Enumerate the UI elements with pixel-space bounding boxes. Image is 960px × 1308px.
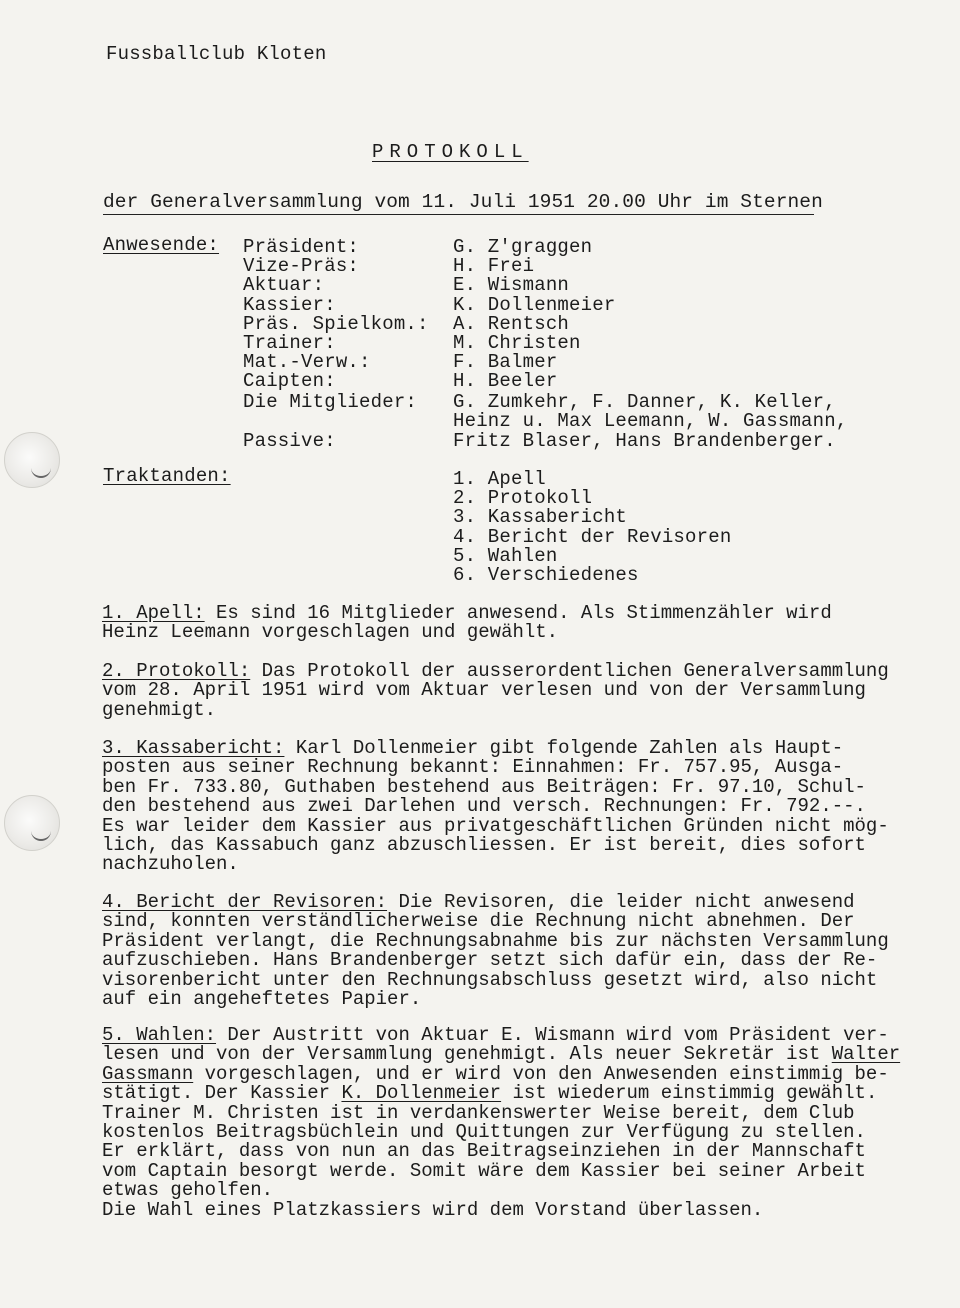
attendee-name: E. Wismann bbox=[453, 274, 570, 296]
body-text: ben Fr. 733.80, Guthaben bestehend aus Beiträgen: Fr. 97.10, Schul- bbox=[102, 775, 866, 798]
section-heading: 5. Wahlen: bbox=[102, 1024, 217, 1046]
body-text: visorenbericht unter den Rechnungsabschluss gesetzt wird, also nicht bbox=[102, 968, 878, 991]
body-text: Die Wahl eines Platzkassiers wird dem Vorstand überlassen. bbox=[102, 1198, 764, 1221]
section-revisoren bbox=[102, 893, 889, 1009]
body-text: Der Austritt von Aktuar E. Wismann wird vom Präsident ver- bbox=[216, 1024, 889, 1046]
attendee-name: A. Rentsch bbox=[453, 313, 570, 335]
attendee-name: Heinz u. Max Leemann, W. Gassmann, bbox=[453, 410, 848, 432]
agenda-item: 3. Kassabericht bbox=[453, 506, 628, 528]
body-text: ist wiederum einstimmig gewählt. bbox=[501, 1082, 878, 1105]
body-text: vom 28. April 1951 wird vom Aktuar verlesen und von der Versammlung bbox=[102, 679, 866, 702]
section-protokoll bbox=[102, 662, 889, 720]
document-title: PROTOKOLL bbox=[372, 141, 529, 163]
underlined-name: Gassmann bbox=[102, 1062, 194, 1085]
section-kassabericht bbox=[102, 739, 889, 875]
body-text: etwas geholfen. bbox=[102, 1179, 274, 1202]
role-label: Präs. Spielkom.: bbox=[243, 313, 429, 335]
body-text: vorgeschlagen, und er wird von den Anwesenden einstimmig be- bbox=[193, 1062, 889, 1085]
body-text: auf ein angeheftetes Papier. bbox=[102, 987, 422, 1010]
body-text: stätigt. Der Kassier bbox=[102, 1082, 342, 1105]
section-heading: 2. Protokoll: bbox=[102, 660, 251, 682]
body-text: lesen und von der Versammlung genehmigt. Als neuer Sekretär ist bbox=[102, 1043, 832, 1066]
role-label: Mat.-Verw.: bbox=[243, 351, 371, 373]
section-heading: 1. Apell: bbox=[102, 602, 205, 624]
body-text: Karl Dollenmeier gibt folgende Zahlen als Haupt- bbox=[284, 737, 844, 759]
body-text: den bestehend aus zwei Darlehen und versch. Rechnungen: Fr. 792.--. bbox=[102, 795, 866, 818]
section-apell bbox=[102, 604, 832, 643]
section-wahlen bbox=[102, 1026, 900, 1220]
attendee-name: F. Balmer bbox=[453, 351, 558, 373]
agenda-item: 4. Bericht der Revisoren bbox=[453, 526, 732, 548]
attendee-name: G. Z'graggen bbox=[453, 236, 593, 258]
punch-hole bbox=[4, 795, 60, 851]
role-label: Die Mitglieder: bbox=[243, 391, 418, 413]
agenda-item: 6. Verschiedenes bbox=[453, 564, 639, 586]
body-text: kostenlos Beitragsbüchlein und Quittungen zur Verfügung zu stellen. bbox=[102, 1120, 866, 1143]
section-heading: 3. Kassabericht: bbox=[102, 737, 285, 759]
body-text: vom Captain besorgt werde. Somit wäre dem Kassier bei seiner Arbeit bbox=[102, 1159, 866, 1182]
body-text: lich, das Kassabuch ganz abzuschliessen. Er ist bereit, dies sofort bbox=[102, 833, 866, 856]
role-label: Präsident: bbox=[243, 236, 360, 258]
body-text: aufzuschieben. Hans Brandenberger setzt sich dafür ein, dass der Re- bbox=[102, 949, 878, 972]
club-name: Fussballclub Kloten bbox=[106, 43, 327, 65]
subtitle-underline bbox=[103, 214, 814, 215]
role-label: Caipten: bbox=[243, 370, 336, 392]
body-text: Er erklärt, dass von nun an das Beitragseinziehen in der Mannschaft bbox=[102, 1140, 866, 1163]
document-subtitle: der Generalversammlung vom 11. Juli 1951 20.00 Uhr im Sternen bbox=[103, 191, 823, 213]
underlined-name: K. Dollenmeier bbox=[341, 1082, 502, 1105]
role-label: Passive: bbox=[243, 430, 336, 452]
underlined-name: Walter bbox=[831, 1043, 901, 1066]
body-text: Es sind 16 Mitglieder anwesend. Als Stimmenzähler wird bbox=[204, 602, 832, 624]
agenda-item: 5. Wahlen bbox=[453, 545, 558, 567]
attendee-name: Fritz Blaser, Hans Brandenberger. bbox=[453, 430, 836, 452]
body-text: Das Protokoll der ausserordentlichen Generalversammlung bbox=[250, 660, 889, 682]
body-text: Die Revisoren, die leider nicht anwesend bbox=[387, 891, 855, 913]
agenda-label: Traktanden: bbox=[103, 465, 231, 487]
body-text: Präsident verlangt, die Rechnungsabnahme bis zur nächsten Versammlung bbox=[102, 929, 889, 952]
attendance-label: Anwesende: bbox=[103, 234, 220, 256]
role-label: Vize-Präs: bbox=[243, 255, 360, 277]
attendee-name: H. Frei bbox=[453, 255, 535, 277]
body-text: genehmigt. bbox=[102, 698, 217, 721]
agenda-item: 1. Apell bbox=[453, 468, 546, 490]
attendee-name: H. Beeler bbox=[453, 370, 558, 392]
attendee-name: M. Christen bbox=[453, 332, 581, 354]
body-text: posten aus seiner Rechnung bekannt: Einnahmen: Fr. 757.95, Ausga- bbox=[102, 756, 844, 779]
body-text: Trainer M. Christen ist in verdankenswerter Weise bereit, dem Club bbox=[102, 1101, 855, 1124]
section-heading: 4. Bericht der Revisoren: bbox=[102, 891, 388, 913]
attendee-name: G. Zumkehr, F. Danner, K. Keller, bbox=[453, 391, 836, 413]
attendee-name: K. Dollenmeier bbox=[453, 294, 616, 316]
body-text: Es war leider dem Kassier aus privatgeschäftlichen Gründen nicht mög- bbox=[102, 814, 889, 837]
body-text: sind, konnten verständlicherweise die Rechnung nicht abnehmen. Der bbox=[102, 910, 855, 933]
role-label: Trainer: bbox=[243, 332, 336, 354]
body-text: Heinz Leemann vorgeschlagen und gewählt. bbox=[102, 621, 559, 644]
agenda-item: 2. Protokoll bbox=[453, 487, 593, 509]
body-text: nachzuholen. bbox=[102, 853, 239, 876]
punch-hole bbox=[4, 432, 60, 488]
role-label: Kassier: bbox=[243, 294, 336, 316]
role-label: Aktuar: bbox=[243, 274, 325, 296]
